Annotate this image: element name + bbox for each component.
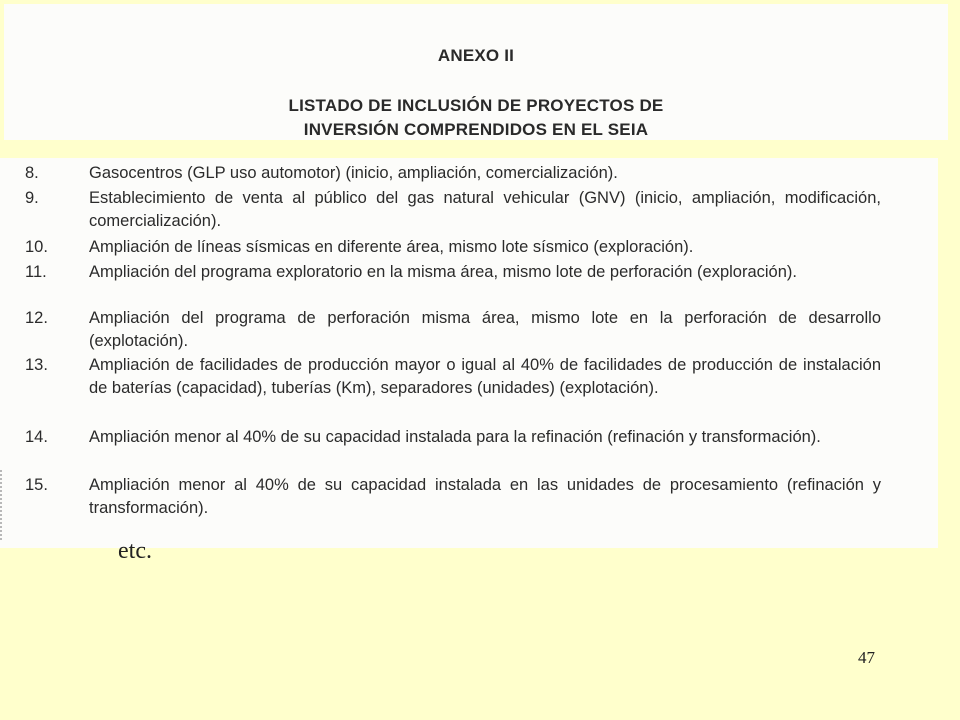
item-number: 12. (25, 309, 48, 327)
item-number: 10. (25, 238, 48, 256)
annex-header (4, 4, 948, 140)
etc-text: etc. (118, 538, 152, 564)
item-text: Ampliación del programa de perforación misma área, mismo lote en la perforación de desarrollo (explotación). (89, 309, 881, 350)
item-number: 8. (25, 164, 39, 182)
item-text: Ampliación del programa exploratorio en la misma área, mismo lote de perforación (exploración). (89, 263, 797, 281)
item-number: 14. (25, 428, 48, 446)
annex-subtitle (4, 94, 948, 142)
annex-subtitle-line-1: LISTADO DE INCLUSIÓN DE PROYECTOS DE (288, 96, 664, 115)
scan-edge-mark (0, 470, 12, 540)
item-text: Ampliación menor al 40% de su capacidad instalada en las unidades de procesamiento (refinación y transformación). (89, 476, 881, 517)
annex-title: ANEXO II (437, 46, 515, 65)
project-list (0, 158, 938, 548)
item-number: 9. (25, 189, 39, 207)
annex-subtitle-line-2: INVERSIÓN COMPRENDIDOS EN EL SEIA (303, 120, 649, 139)
item-text: Gasocentros (GLP uso automotor) (inicio, ampliación, comercialización). (89, 164, 618, 182)
item-text: Ampliación menor al 40% de su capacidad instalada para la refinación (refinación y transformación). (89, 428, 821, 446)
item-text: Ampliación de líneas sísmicas en diferente área, mismo lote sísmico (exploración). (89, 238, 694, 256)
item-number: 11. (25, 263, 47, 281)
item-number: 15. (25, 476, 48, 494)
item-number: 13. (25, 356, 48, 374)
item-text: Establecimiento de venta al público del gas natural vehicular (GNV) (inicio, ampliación, modificación, comercialización). (89, 189, 881, 230)
item-text: Ampliación de facilidades de producción mayor o igual al 40% de facilidades de producción de instalación de baterías (capacidad), tuberías (Km), separadores (unidades) (explotación). (89, 356, 881, 397)
page-number: 47 (858, 648, 875, 667)
